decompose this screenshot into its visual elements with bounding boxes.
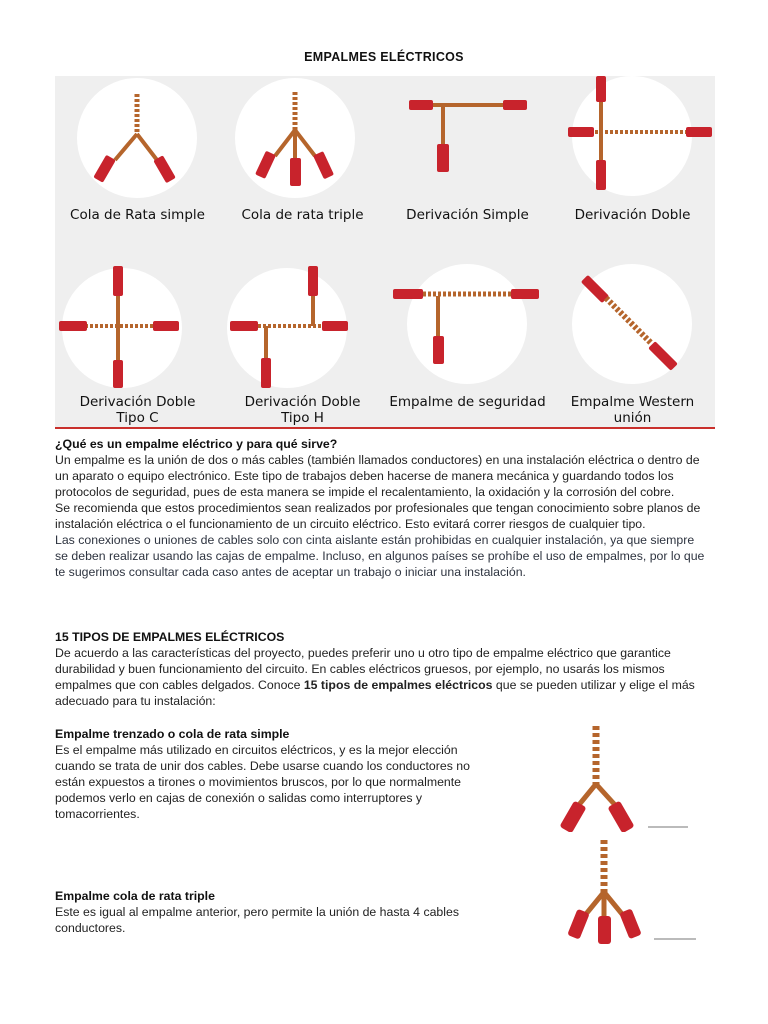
paragraph: Este es igual al empalme anterior, pero permite la unión de hasta 4 cables conductores. — [55, 905, 459, 935]
paragraph — [55, 645, 705, 709]
simple-tap-splice-icon — [385, 76, 550, 252]
cell-label: Derivación Doble Tipo C — [79, 394, 196, 426]
paragraph-text: que se pueden utilizar y elige el más adecuado para tu instalación: — [55, 678, 695, 708]
section-heading: Empalme cola de rata triple — [55, 889, 215, 903]
section-heading: Empalme trenzado o cola de rata simple — [55, 727, 290, 741]
simple-pigtail-splice-icon — [55, 76, 220, 252]
infographic-cell-triple-pigtail — [220, 76, 385, 252]
infographic-cell-double-tap — [550, 76, 715, 252]
splice-simple-pigtail-section — [55, 726, 495, 822]
infographic-cell-simple-pigtail — [55, 76, 220, 252]
triple-pigtail-image — [512, 836, 702, 944]
cell-label: Derivación Doble — [574, 207, 691, 223]
cell-label: Cola de rata triple — [241, 207, 364, 223]
double-tap-splice-icon — [550, 76, 715, 252]
simple-pigtail-image — [512, 722, 702, 832]
infographic-cell-western-union — [550, 252, 715, 428]
paragraph: Las conexiones o uniones de cables solo con cinta aislante están prohibidas en cualquier instalación, ya que siempre se deben realizar usando las cajas de empalme. Incluso, en algunos países se prohíbe el uso de empalmes, por lo que te sugerimos consultar cada caso antes de aceptar un trabajo o iniciar una instalación. — [55, 533, 705, 579]
section-heading: ¿Qué es un empalme eléctrico y para qué sirve? — [55, 437, 338, 451]
infographic-cell-double-tap-h — [220, 252, 385, 428]
section-what-is-splice — [55, 436, 705, 580]
triple-pigtail-splice-icon — [512, 836, 702, 944]
cell-label: Empalme Western unión — [570, 394, 695, 426]
paragraph: Es el empalme más utilizado en circuitos eléctricos, y es la mejor elección cuando se trata de unir dos cables. Debe usarse cuando los conductores no están expuestos a tirones o movimientos bruscos, por lo que normalmente podemos verlo en cajas de conexión o salidas como interruptores y tomacorrientes. — [55, 743, 470, 821]
paragraph-text: De acuerdo a las características del proyecto, puedes preferir uno u otro tipo de empalme eléctrico que garantice durabilidad y buen funcionamiento del circuito. En cables eléctricos gruesos, por ejemplo, no usarás los mismos empalmes que con cables delgados. Conoce — [55, 646, 671, 692]
infographic-cell-simple-tap — [385, 76, 550, 252]
splice-triple-pigtail-section — [55, 888, 495, 936]
infographic-cell-safety-splice — [385, 252, 550, 428]
cell-label: Cola de Rata simple — [70, 207, 205, 223]
infographic-cell-double-tap-c — [55, 252, 220, 428]
cell-label: Empalme de seguridad — [389, 394, 546, 410]
paragraph-bold-text: 15 tipos de empalmes eléctricos — [303, 678, 493, 692]
paragraph: Un empalme es la unión de dos o más cables (también llamados conductores) en una instalación eléctrica o dentro de un aparato o equipo electrónico. Este tipo de trabajos deben hacerse de manera mecánica y guardando todos los protocolos de seguridad, pues de esta manera se impide el recalentamiento, la oxidación y la corrosión del cobre. — [55, 453, 700, 499]
simple-pigtail-splice-icon — [512, 722, 702, 832]
cell-label: Derivación Doble Tipo H — [244, 394, 361, 426]
triple-pigtail-splice-icon — [220, 76, 385, 252]
cell-label: Derivación Simple — [406, 207, 529, 223]
section-heading: 15 TIPOS DE EMPALMES ELÉCTRICOS — [55, 630, 285, 644]
paragraph: Se recomienda que estos procedimientos sean realizados por profesionales que tengan conocimiento sobre planos de instalación eléctrica o el funcionamiento de un circuito eléctrico. Esto evitará correr riesgos de cualquier tipo. — [55, 501, 701, 531]
section-splice-types — [55, 629, 705, 709]
page-title: EMPALMES ELÉCTRICOS — [304, 50, 464, 64]
